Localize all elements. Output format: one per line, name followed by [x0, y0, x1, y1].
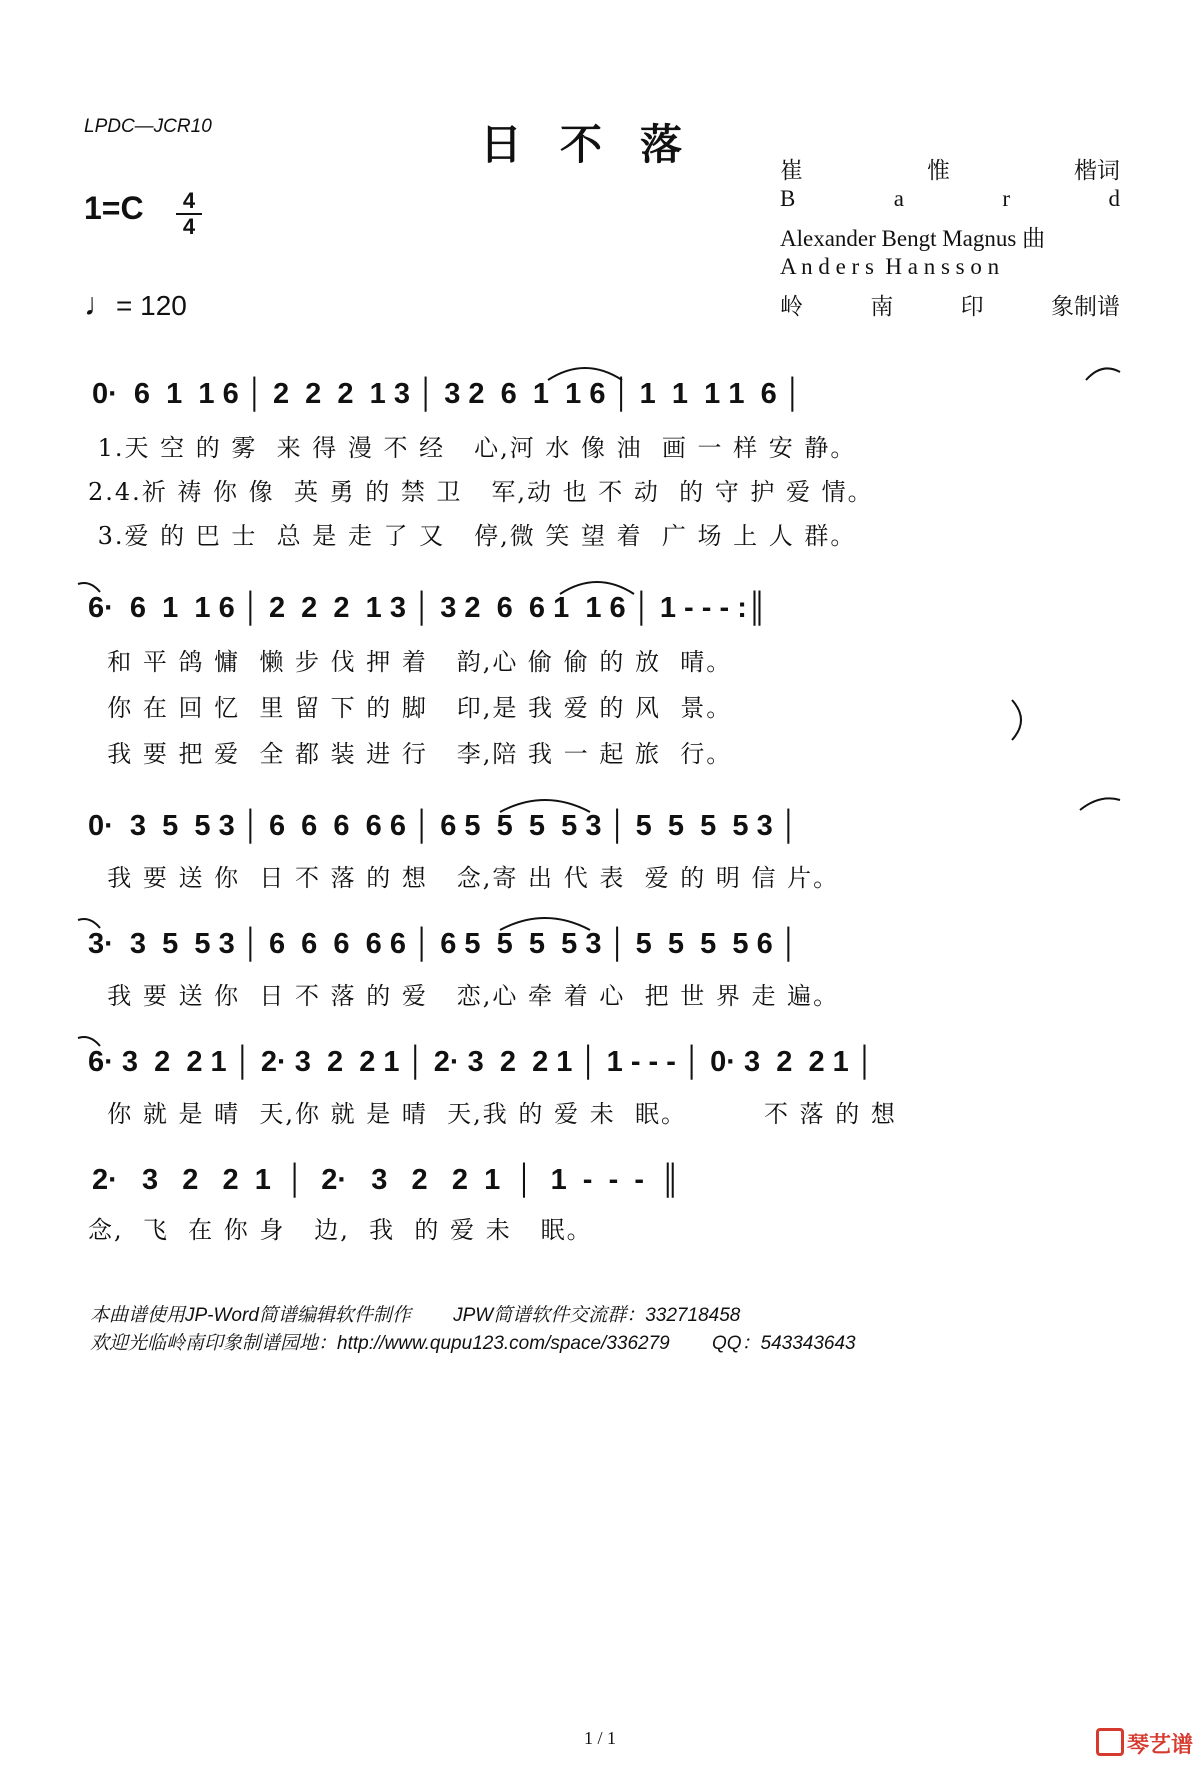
credit-composer-2: A n d e r s H a n s s o n: [780, 254, 1000, 279]
score-code: LPDC—JCR10: [84, 116, 212, 137]
credit-composer-1: Alexander Bengt Magnus 曲: [780, 226, 1046, 251]
lyric-line-1-3: 3.爱 的 巴 士 总 是 走 了 又 停,微 笑 望 着 广 场 上 人 群。: [88, 522, 857, 550]
staff-line-6: 2· 3 2 2 1 │ 2· 3 2 2 1 │ 1 - - - ║: [92, 1164, 681, 1196]
footer-line-1: 本曲谱使用JP-Word简谱编辑软件制作 JPW简谱软件交流群：332718458: [90, 1305, 741, 1326]
lyric-line-5-1: 你 就 是 晴 天,你 就 是 晴 天,我 的 爱 未 眠。 不 落 的 想: [88, 1100, 897, 1128]
staff-line-3: 0· 3 5 5 3 │ 6 6 6 6 6 │ 6 5 5 5 5 3 │ 5 5 5 5 3 │: [88, 810, 799, 842]
lyric-line-2-3: 我 要 把 爱 全 都 装 进 行 李,陪 我 一 起 旅 行。: [88, 740, 733, 768]
lyric-line-2-2: 你 在 回 忆 里 留 下 的 脚 印,是 我 爱 的 风 景。: [88, 694, 733, 722]
credit-bard: B a r d: [780, 186, 1120, 211]
staff-line-2: 6· 6 1 1 6 │ 2 2 2 1 3 │ 3 2 6 6 1 1 6 │ 1 - - - :║: [88, 592, 768, 624]
credit-lyricist: 崔 惟 楷词: [780, 158, 1120, 183]
brand-logo: 琴艺谱: [1096, 1728, 1193, 1759]
staff-line-1: 0· 6 1 1 6 │ 2 2 2 1 3 │ 3 2 6 1 1 6 │ 1 1 1 1 6 │: [92, 378, 803, 410]
lyric-line-6-1: 念, 飞 在 你 身 边, 我 的 爱 未 眠。: [88, 1216, 593, 1244]
credit-transcriber: 岭 南 印 象制谱: [780, 294, 1120, 319]
time-signature-bottom: 4: [182, 214, 196, 239]
key-signature: 1=C: [84, 190, 144, 226]
staff-line-5: 6· 3 2 2 1 │ 2· 3 2 2 1 │ 2· 3 2 2 1 │ 1 - - - │ 0· 3 2 2 1 │: [88, 1046, 875, 1078]
footer-line-2: 欢迎光临岭南印象制谱园地：http://www.qupu123.com/space/336279 QQ：543343643: [90, 1333, 856, 1354]
lyric-line-4-1: 我 要 送 你 日 不 落 的 爱 恋,心 牵 着 心 把 世 界 走 遍。: [88, 982, 840, 1010]
page-number: 1 / 1: [583, 1728, 616, 1748]
lyric-line-1-2: 2.4.祈 祷 你 像 英 勇 的 禁 卫 军,动 也 不 动 的 守 护 爱 情。: [88, 478, 874, 506]
song-title: 日不落: [479, 120, 720, 169]
quarter-note-icon: ♩: [84, 286, 116, 322]
lyric-line-3-1: 我 要 送 你 日 不 落 的 想 念,寄 出 代 表 爱 的 明 信 片。: [88, 864, 840, 892]
staff-line-4: 3· 3 5 5 3 │ 6 6 6 6 6 │ 6 5 5 5 5 3 │ 5 5 5 5 6 │: [88, 928, 799, 960]
tempo-value: = 120: [116, 290, 187, 321]
lyric-line-2-1: 和 平 鸽 慵 懒 步 伐 押 着 韵,心 偷 偷 的 放 晴。: [88, 648, 733, 676]
lyric-line-1-1: 1.天 空 的 雾 来 得 漫 不 经 心,河 水 像 油 画 一 样 安 静。: [88, 434, 857, 462]
time-signature-top: 4: [182, 188, 196, 213]
logo-icon: [1096, 1728, 1124, 1756]
